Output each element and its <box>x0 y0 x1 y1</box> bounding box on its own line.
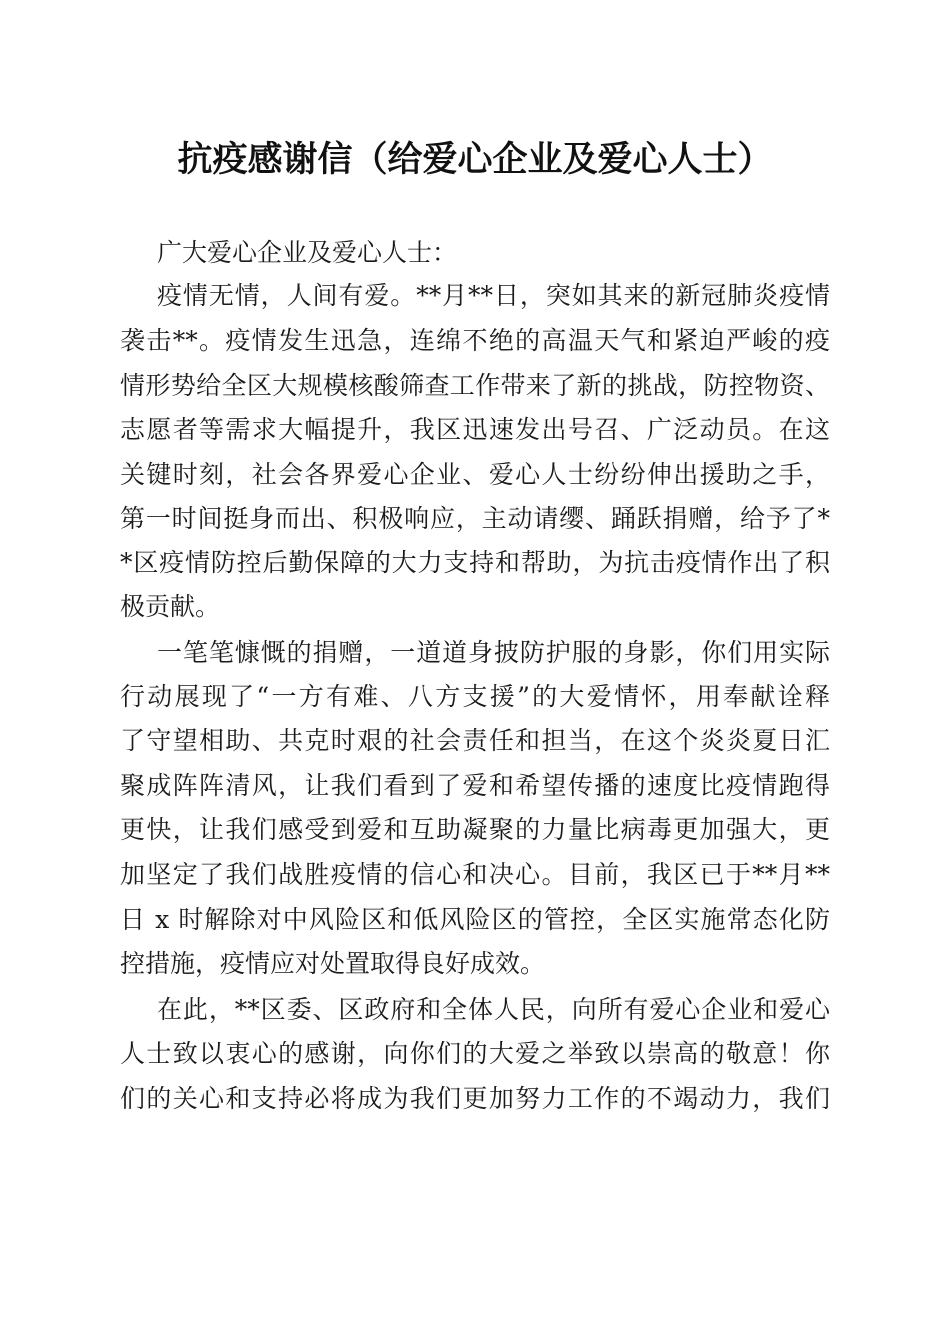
paragraph-2-line: 行动展现了“一方有难、八方支援”的大爱情怀，用奉献诠释 <box>120 682 830 711</box>
paragraph-2-line: 更快，让我们感受到爱和互助凝聚的力量比病毒更加强大，更 <box>120 815 830 844</box>
paragraph-1-line: 情形势给全区大规模核酸筛查工作带来了新的挑战，防控物资、 <box>120 371 830 400</box>
salutation: 广大爱心企业及爱心人士： <box>157 238 458 267</box>
paragraph-2-line: 加坚定了我们战胜疫情的信心和决心。目前，我区已于**月** <box>120 860 830 889</box>
paragraph-1-line: 志愿者等需求大幅提升，我区迅速发出号召、广泛动员。在这 <box>120 415 830 444</box>
paragraph-3-line: 在此，**区委、区政府和全体人民，向所有爱心企业和爱心 <box>157 995 830 1024</box>
paragraph-1-line: 疫情无情，人间有爱。**月**日，突如其来的新冠肺炎疫情 <box>157 281 830 310</box>
document-title: 抗疫感谢信（给爱心企业及爱心人士） <box>177 139 773 180</box>
paragraph-1-line: 袭击**。疫情发生迅急，连绵不绝的高温天气和紧迫严峻的疫 <box>120 326 830 355</box>
paragraph-2-line: 控措施，疫情应对处置取得良好成效。 <box>120 949 546 978</box>
paragraph-1-line: 关键时刻，社会各界爱心企业、爱心人士纷纷伸出援助之手， <box>120 460 830 489</box>
paragraph-2-line: 了守望相助、共克时艰的社会责任和担当，在这个炎炎夏日汇 <box>120 726 830 755</box>
paragraph-3-line: 们的关心和支持必将成为我们更加努力工作的不竭动力，我们 <box>120 1084 830 1113</box>
paragraph-1-line: 第一时间挺身而出、积极响应，主动请缨、踊跃捐赠，给予了* <box>120 504 830 533</box>
paragraph-2-line: 聚成阵阵清风，让我们看到了爱和希望传播的速度比疫情跑得 <box>120 771 830 800</box>
paragraph-2-line: 一笔笔慷慨的捐赠，一道道身披防护服的身影，你们用实际 <box>157 638 830 667</box>
paragraph-3-line: 人士致以衷心的感谢，向你们的大爱之举致以崇高的敬意！你 <box>120 1039 830 1068</box>
paragraph-1-line: 极贡献。 <box>120 592 221 621</box>
paragraph-2-line: 日 x 时解除对中风险区和低风险区的管控，全区实施常态化防 <box>120 905 830 934</box>
paragraph-1-line: *区疫情防控后勤保障的大力支持和帮助，为抗击疫情作出了积 <box>120 548 830 577</box>
